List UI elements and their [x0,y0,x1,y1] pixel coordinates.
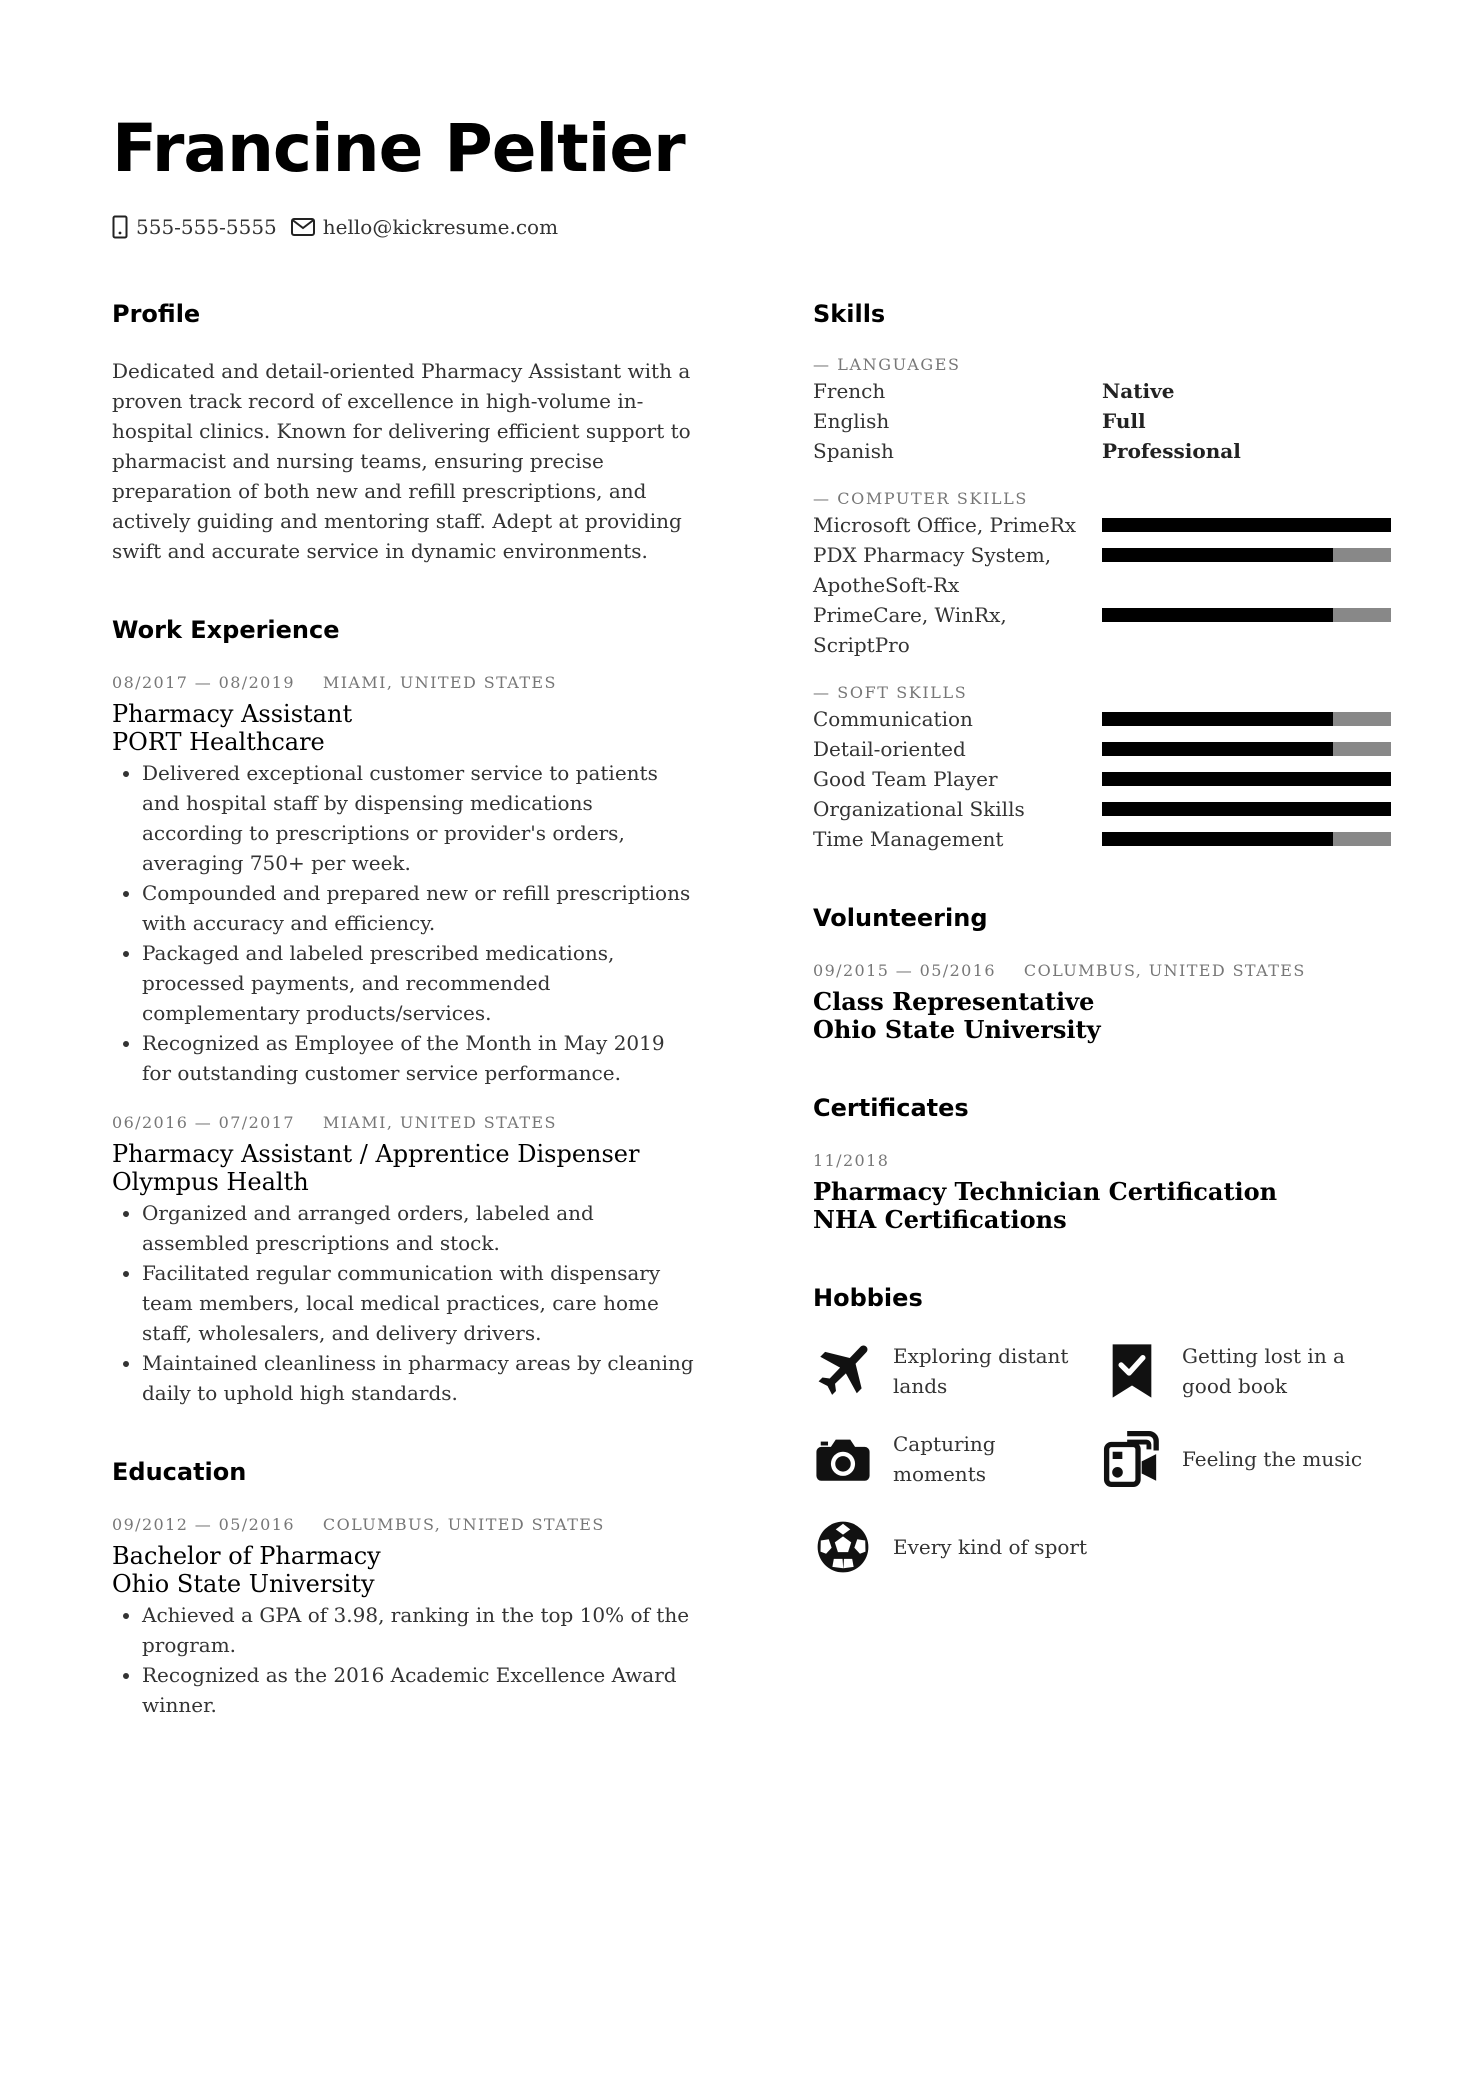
skill-level-bar [1102,802,1391,816]
hobbies-section [813,1280,1391,1580]
job-location: MIAMI, UNITED STATES [322,1113,557,1132]
job-bullet: • Facilitated regular communication with dispensary team members, local medical practices, care home staff, wholesalers, and delivery drivers. [142,1258,694,1348]
job-location: MIAMI, UNITED STATES [322,673,557,692]
job-bullets [112,1198,694,1408]
education-heading: Education [112,1458,247,1486]
skill-level-fill [1102,772,1391,786]
skill-row [813,824,1391,854]
skill-name: Organizational Skills [813,797,1025,821]
skill-level-bar [1102,772,1391,786]
mail-icon [291,218,315,236]
hobbies-heading: Hobbies [813,1284,923,1312]
profile-section [112,296,694,566]
hobby-item [813,1426,1102,1492]
hobby-item [1102,1426,1391,1492]
phone-item [112,215,277,239]
skill-level-fill [1102,548,1333,562]
job-title: Pharmacy Assistant [112,700,353,728]
volunteering-org: Ohio State University [813,1015,1101,1044]
camera-icon [813,1429,873,1489]
certificates-heading: Certificates [813,1094,969,1122]
language-row [813,406,1391,436]
job-meta [112,1112,694,1134]
hobby-item [813,1514,1102,1580]
bookmark-check-icon [1102,1341,1162,1401]
hobby-label: Every kind of sport [893,1535,1088,1559]
computer-skills-subheading: — COMPUTER SKILLS [813,489,1028,508]
skill-level-fill [1102,832,1333,846]
skill-level-bar [1102,832,1391,846]
certificate-title: Pharmacy Technician Certification [813,1177,1278,1206]
skill-level-bar [1102,518,1391,532]
skill-name: Microsoft Office, PrimeRx [813,513,1077,537]
volunteering-location: COLUMBUS, UNITED STATES [1023,961,1306,980]
language-level: Full [1102,409,1146,433]
job-bullet: • Organized and arranged orders, labeled and assembled prescriptions and stock. [142,1198,694,1258]
skill-level-fill [1102,518,1391,532]
job-bullet: • Compounded and prepared new or refill prescriptions with accuracy and efficiency. [142,878,694,938]
education-bullets [112,1600,694,1720]
languages-subheading: — LANGUAGES [813,355,961,374]
skill-row [813,794,1391,824]
phone-number: 555-555-5555 [136,215,277,239]
job-entry [112,672,694,1088]
skill-row [813,600,1391,660]
skill-name: PDX Pharmacy System, ApotheSoft-Rx [813,543,1052,597]
profile-heading: Profile [112,300,201,328]
skill-row [813,704,1391,734]
left-column [112,296,694,1766]
skill-level-fill [1102,742,1333,756]
language-row [813,436,1391,466]
contact-line [112,210,572,244]
job-entry [112,1112,694,1408]
hobby-label: Exploring distant lands [893,1344,1069,1398]
skill-level-bar [1102,548,1391,562]
right-column [813,296,1391,1626]
hobbies-grid [813,1338,1391,1580]
phone-icon [112,215,128,239]
skills-heading: Skills [813,300,886,328]
skill-level-bar [1102,608,1391,622]
hobby-label: Getting lost in a good book [1182,1344,1345,1398]
skill-level-fill [1102,712,1333,726]
certificates-section [813,1090,1391,1234]
email-item[interactable] [291,215,558,239]
education-bullet: • Recognized as the 2016 Academic Excellence Award winner. [142,1660,694,1720]
job-employer: Olympus Health [112,1168,309,1196]
language-name: English [813,409,890,433]
job-bullet: • Recognized as Employee of the Month in May 2019 for outstanding customer service performance. [142,1028,694,1088]
school-name: Ohio State University [112,1570,375,1598]
language-level: Native [1102,379,1175,403]
certificate-issuer: NHA Certifications [813,1205,1067,1234]
job-dates: 06/2016 — 07/2017 [112,1113,295,1132]
volunteering-meta [813,960,1391,982]
soccer-ball-icon [813,1517,873,1577]
degree-title: Bachelor of Pharmacy [112,1542,381,1570]
skill-name: PrimeCare, WinRx, ScriptPro [813,603,1007,657]
email-address[interactable]: hello@kickresume.com [322,215,559,239]
music-player-icon [1102,1429,1162,1489]
skill-name: Detail-oriented [813,737,966,761]
volunteering-heading: Volunteering [813,904,988,932]
skill-row [813,734,1391,764]
education-meta [112,1514,694,1536]
job-employer: PORT Healthcare [112,728,325,756]
skill-row [813,540,1391,600]
job-bullets [112,758,694,1088]
language-level: Professional [1102,439,1241,463]
airplane-icon [813,1341,873,1401]
profile-text: Dedicated and detail-oriented Pharmacy Assistant with a proven track record of excellence in high-volume in-hospital clinics. Known for delivering efficient support to pharmacist and nursing teams, ensuring precise preparation of both new and refill prescriptions, and actively guiding and mentoring staff. Adept at providing swift and accurate service in dynamic environments. [112,359,691,563]
language-name: French [813,379,886,403]
education-entry [112,1514,694,1720]
skill-name: Time Management [813,827,1004,851]
skills-section [813,296,1391,854]
language-row [813,376,1391,406]
hobby-label: Feeling the music [1182,1447,1363,1471]
language-name: Spanish [813,439,894,463]
job-bullet: • Maintained cleanliness in pharmacy areas by cleaning daily to uphold high standards. [142,1348,694,1408]
education-dates: 09/2012 — 05/2016 [112,1515,295,1534]
skill-level-fill [1102,608,1333,622]
job-dates: 08/2017 — 08/2019 [112,673,295,692]
skill-row [813,510,1391,540]
skill-level-fill [1102,802,1391,816]
job-title: Pharmacy Assistant / Apprentice Dispenser [112,1140,640,1168]
job-bullet: • Delivered exceptional customer service to patients and hospital staff by dispensing medications according to prescriptions or provider's orders, averaging 750+ per week. [142,758,694,878]
skill-name: Good Team Player [813,767,998,791]
skill-level-bar [1102,742,1391,756]
education-location: COLUMBUS, UNITED STATES [322,1515,605,1534]
volunteering-dates: 09/2015 — 05/2016 [813,961,996,980]
skill-row [813,764,1391,794]
job-bullet: • Packaged and labeled prescribed medications, processed payments, and recommended complementary products/services. [142,938,694,1028]
work-experience-heading: Work Experience [112,616,340,644]
hobby-label: Capturing moments [893,1432,996,1486]
hobby-item [1102,1338,1391,1404]
work-experience-section [112,612,694,1408]
skill-level-bar [1102,712,1391,726]
volunteering-role: Class Representative [813,987,1095,1016]
skill-name: Communication [813,707,973,731]
volunteering-section [813,900,1391,1044]
education-bullet: • Achieved a GPA of 3.98, ranking in the top 10% of the program. [142,1600,694,1660]
certificate-date: 11/2018 [813,1151,890,1170]
candidate-name: Francine Peltier [112,110,685,187]
soft-skills-subheading: — SOFT SKILLS [813,683,968,702]
job-meta [112,672,694,694]
education-section [112,1454,694,1720]
hobby-item [813,1338,1102,1404]
